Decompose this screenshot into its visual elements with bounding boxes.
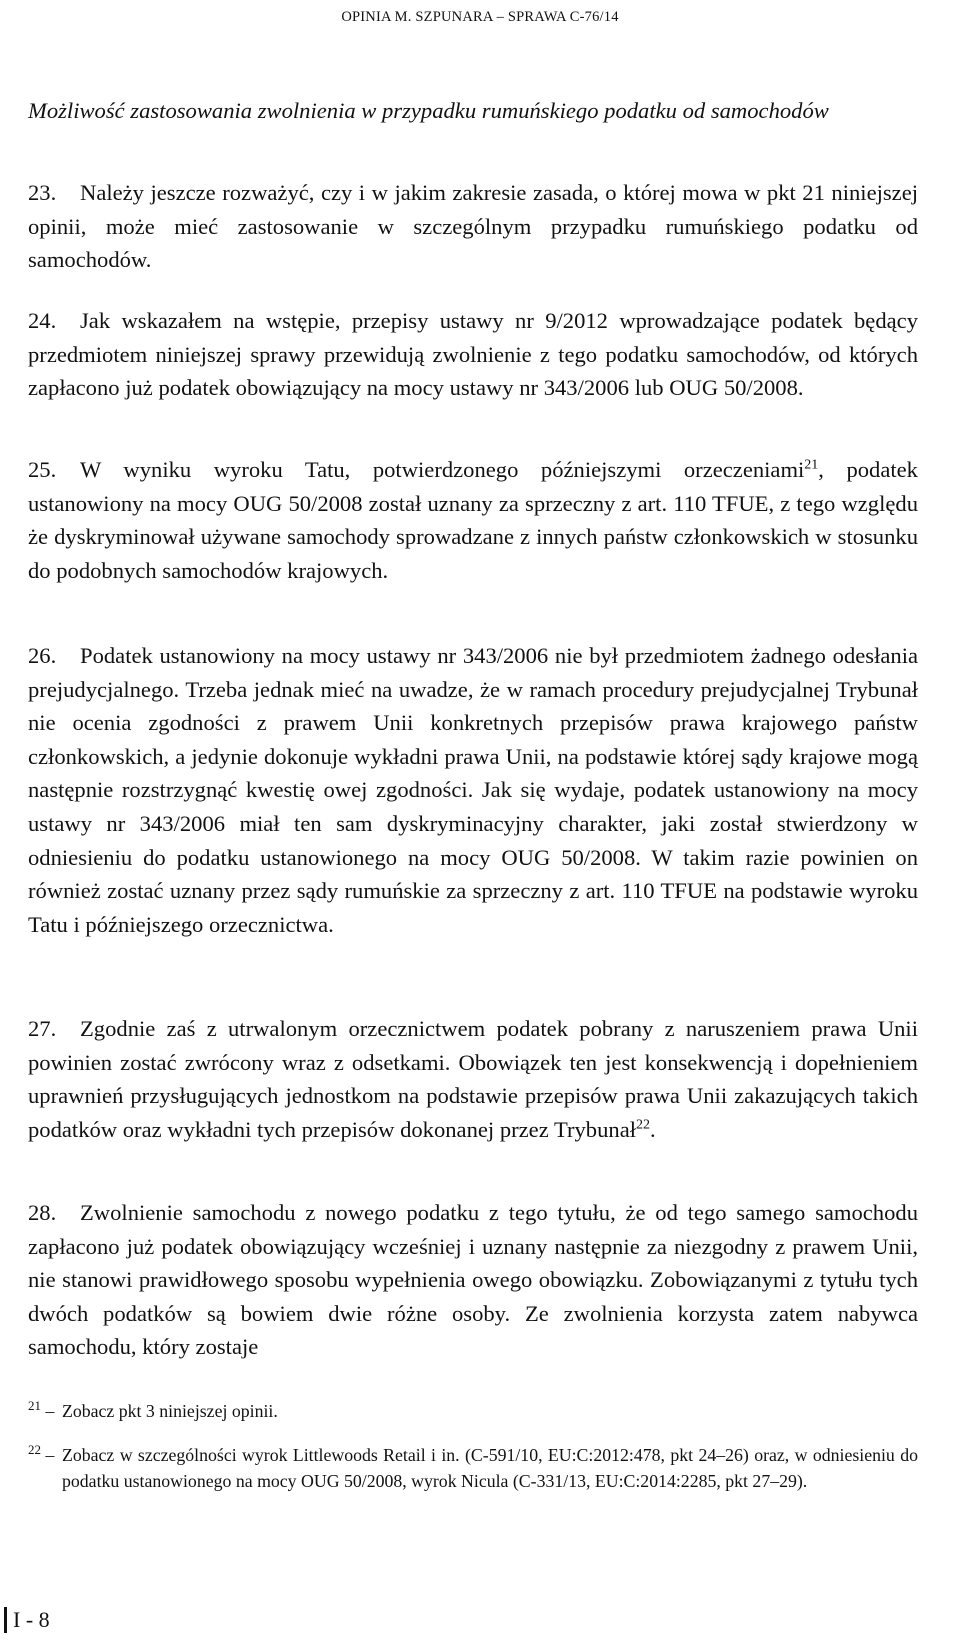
paragraph-number: 24. <box>28 308 57 333</box>
paragraph-24 <box>28 304 918 405</box>
paragraph-number: 26. <box>28 643 57 668</box>
paragraph-23 <box>28 176 918 277</box>
page-number: I - 8 <box>4 1607 50 1633</box>
footnote-22 <box>28 1442 918 1494</box>
paragraph-26 <box>28 639 918 941</box>
footnote-marker <box>28 1442 90 1468</box>
running-header: OPINIA M. SZPUNARA – SPRAWA C-76/14 <box>341 9 619 25</box>
footnote-marker <box>28 1398 90 1424</box>
paragraph-28 <box>28 1196 918 1364</box>
footnote-text: Zobacz pkt 3 niniejszej opinii. <box>62 1401 278 1421</box>
footnote-dash: – <box>45 1401 55 1421</box>
paragraph-text: Podatek ustanowiony na mocy ustawy nr 343/2006 nie był przedmiotem żadnego odesłania prejudycjalnego. Trzeba jednak mieć na uwadze, że w ramach procedury prejudycjalnej Trybunał nie ocenia zgodności z prawem Unii konkretnych przepisów prawa krajowego państw członkowskich, a jedynie dokonuje wykładni prawa Unii, na podstawie której sądy krajowe mogą następnie rozstrzygnąć kwestię owej zgodności. Jak się wydaje, podatek ustanowiony na mocy ustawy nr 343/2006 miał ten sam dyskryminacyjny charakter, jaki został stwierdzony w odniesieniu do podatku ustanowionego na mocy OUG 50/2008. W takim razie powinien on również zostać uznany przez sądy rumuńskie za sprzeczny z art. 110 TFUE na podstawie wyroku Tatu i późniejszego orzecznictwa. <box>28 643 918 937</box>
paragraph-number: 25. <box>28 457 57 482</box>
paragraph-text: Zgodnie zaś z utrwalonym orzecznictwem podatek pobrany z naruszeniem prawa Unii powinien zostać zwrócony wraz z odsetkami. Obowiązek ten jest konsekwencją i dopełnieniem uprawnień przysługujących jednostkom na podstawie przepisów prawa Unii zakazujących takich podatków oraz wykładni tych przepisów dokonanej przez Trybunał <box>28 1016 918 1142</box>
footnote-number: 22 <box>28 1442 41 1458</box>
paragraph-text: Należy jeszcze rozważyć, czy i w jakim zakresie zasada, o której mowa w pkt 21 niniejszej opinii, może mieć zastosowanie w szczególnym przypadku rumuńskiego podatku od samochodów. <box>28 180 918 273</box>
footnote-21 <box>28 1398 918 1424</box>
footnote-reference[interactable]: 22 <box>636 1117 651 1133</box>
paragraph-text-continued: . <box>650 1116 656 1142</box>
paragraph-25 <box>28 453 918 587</box>
footnote-reference[interactable]: 21 <box>804 457 819 473</box>
paragraph-text: W wyniku wyroku Tatu, potwierdzonego późniejszymi orzeczeniami <box>80 457 805 482</box>
paragraph-number: 28. <box>28 1200 57 1225</box>
paragraph-number: 27. <box>28 1016 57 1041</box>
paragraph-27 <box>28 1012 918 1146</box>
footnote-dash: – <box>45 1445 55 1465</box>
paragraph-text-continued: , podatek ustanowiony na mocy OUG 50/2008 został uznany za sprzeczny z art. 110 TFUE, z tego względu że dyskryminował używane samochody sprowadzane z innych państw członkowskich w stosunku do podobnych samochodów krajowych. <box>28 457 918 583</box>
footnote-number: 21 <box>28 1398 41 1414</box>
paragraph-number: 23. <box>28 180 57 205</box>
footnote-text: Zobacz w szczególności wyrok Littlewoods Retail i in. (C-591/10, EU:C:2012:478, pkt 24–26) oraz, w odniesieniu do podatku ustanowionego na mocy OUG 50/2008, wyrok Nicula (C-331/13, EU:C:2014:2285, pkt 27–29). <box>62 1445 918 1491</box>
paragraph-text: Jak wskazałem na wstępie, przepisy ustawy nr 9/2012 wprowadzające podatek będący przedmiotem niniejszej sprawy przewidują zwolnienie z tego podatku samochodów, od których zapłacono już podatek obowiązujący na mocy ustawy nr 343/2006 lub OUG 50/2008. <box>28 308 918 401</box>
paragraph-text: Zwolnienie samochodu z nowego podatku z tego tytułu, że od tego samego samochodu zapłacono już podatek obowiązujący wcześniej i uznany następnie za niezgodny z prawem Unii, nie stanowi prawidłowego sposobu wypełnienia owego obowiązku. Zobowiązanymi z tytułu tych dwóch podatków są bowiem dwie różne osoby. Ze zwolnienia korzysta zatem nabywca samochodu, który zostaje <box>28 1200 918 1360</box>
section-heading: Możliwość zastosowania zwolnienia w przypadku rumuńskiego podatku od samochodów <box>28 98 829 123</box>
